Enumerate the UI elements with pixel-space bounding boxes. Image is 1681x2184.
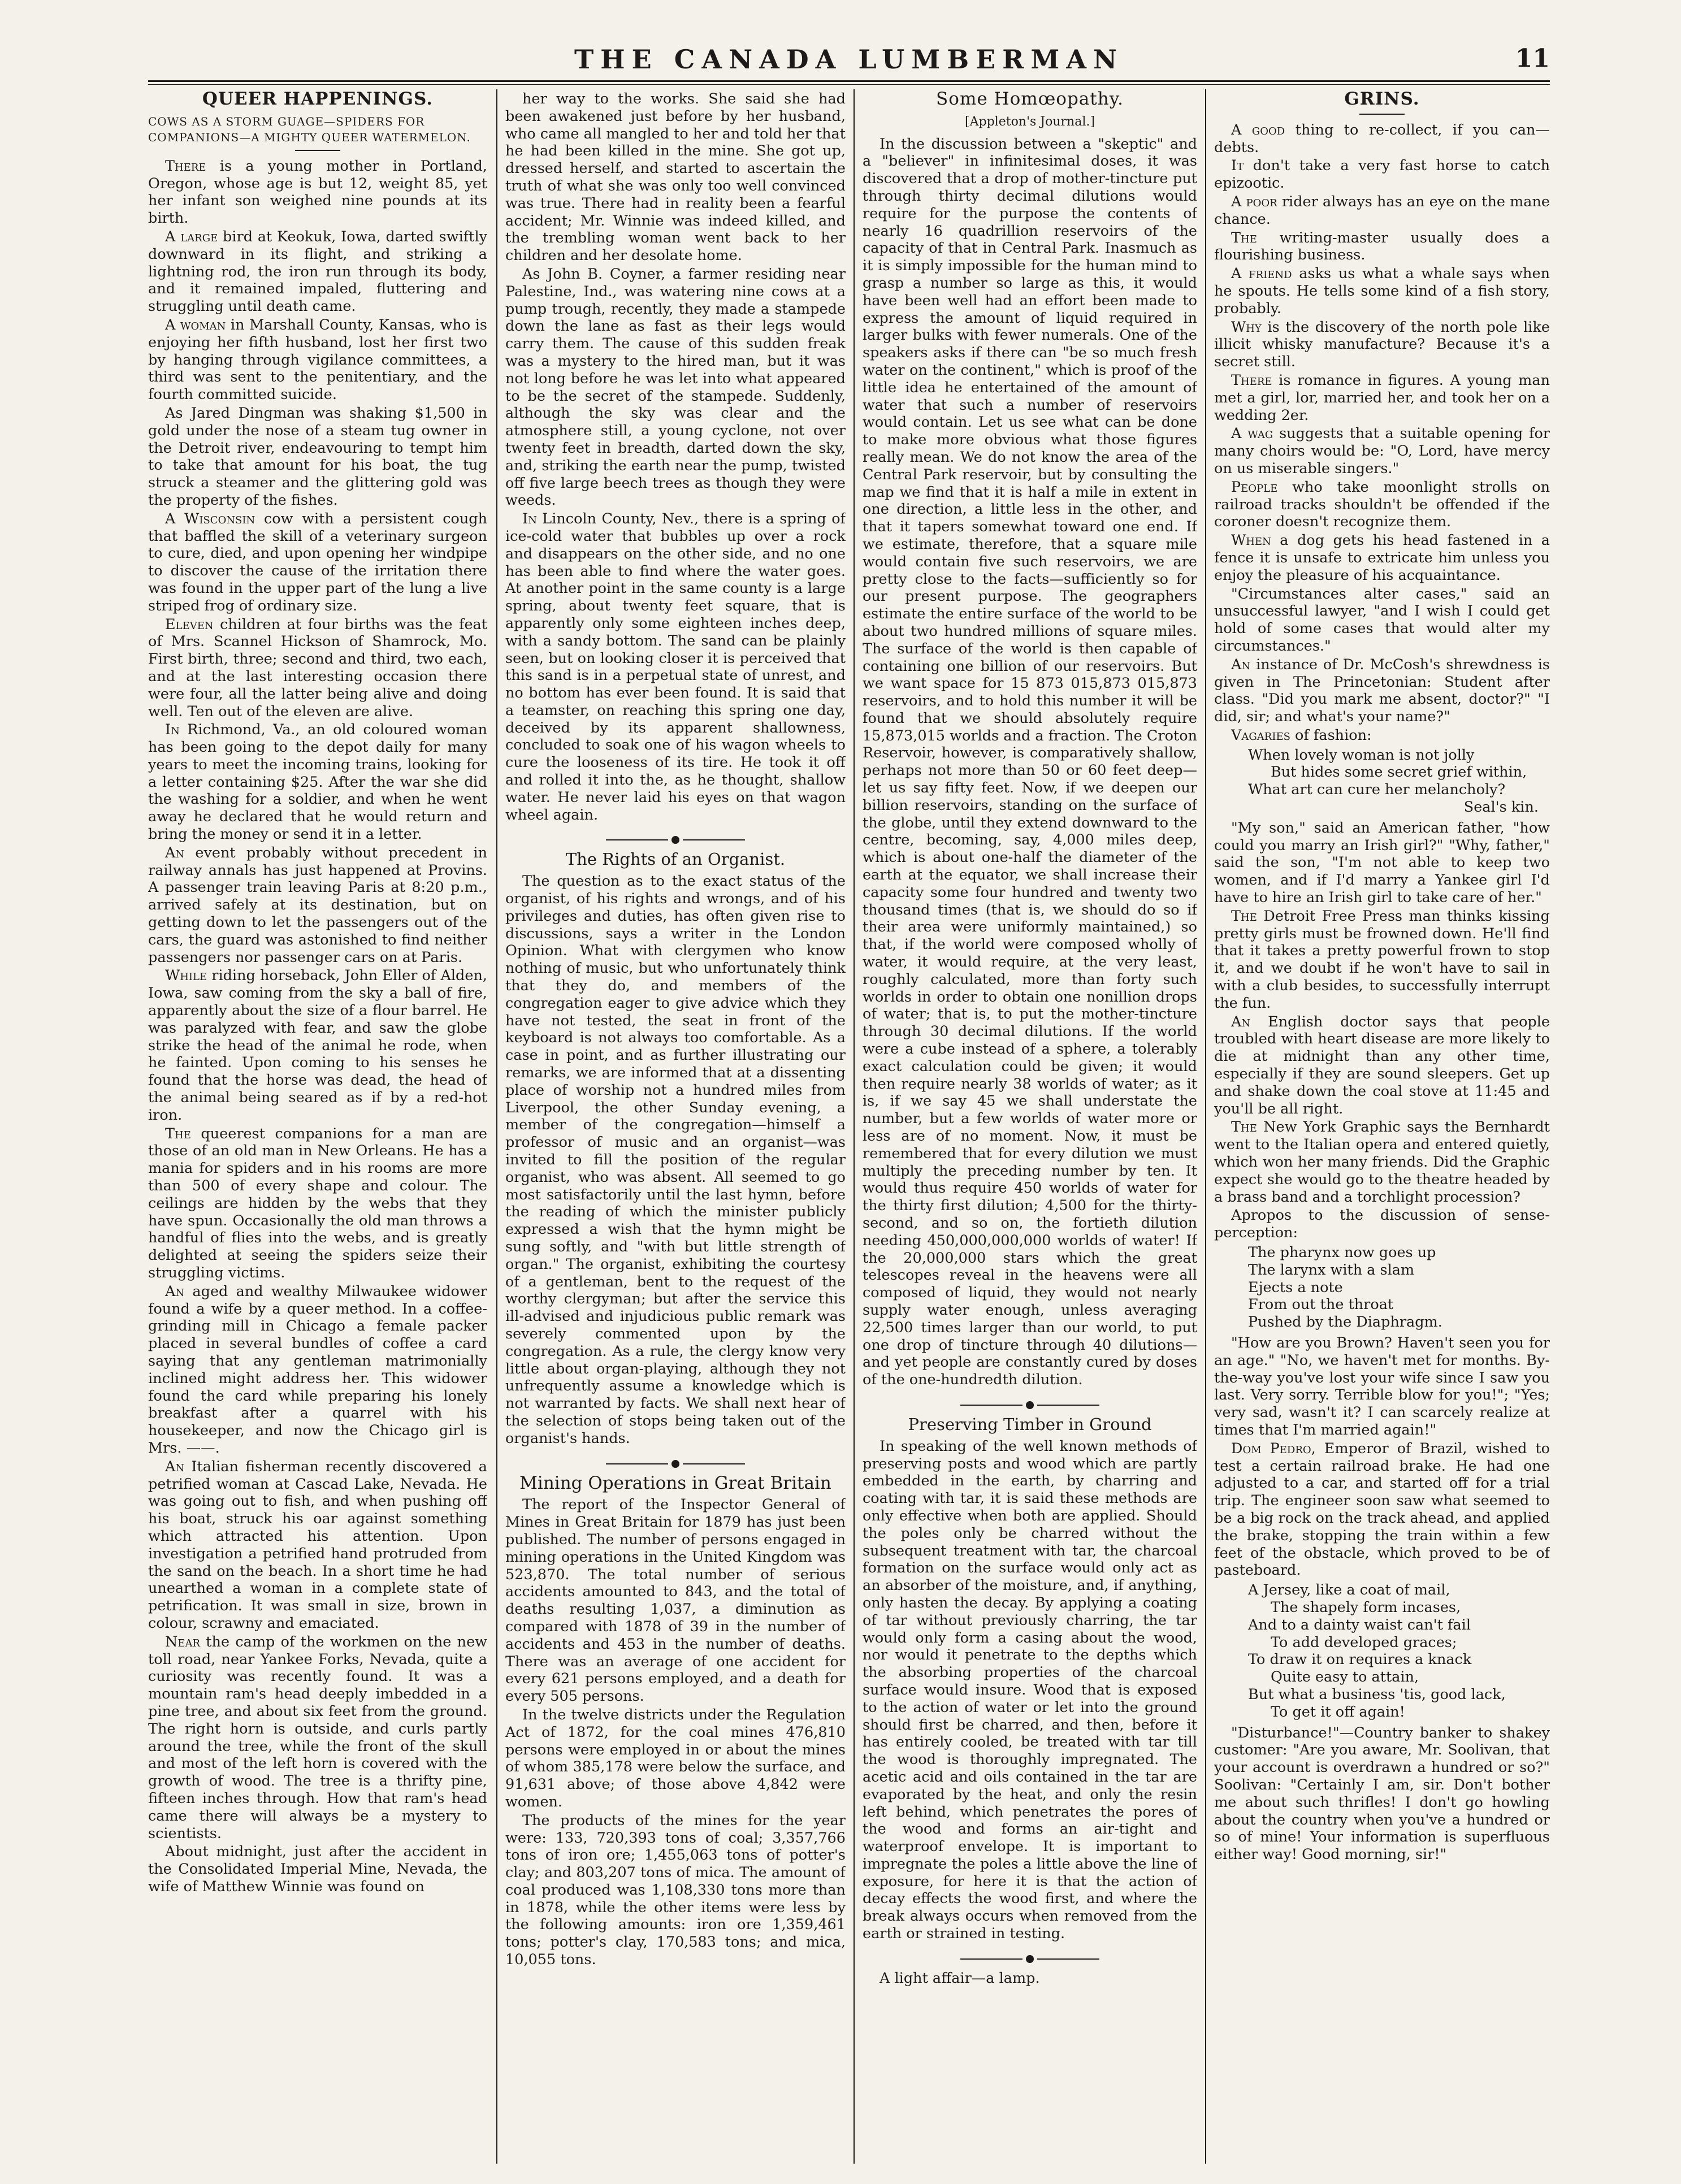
section-ornament [505, 1460, 846, 1468]
paragraph [1214, 157, 1550, 192]
paragraph-text: event probably without precedent in railway annals has just happened at Provins. A passenger train leaving Paris at 8:20 p.m., arrived safely at its destination, but on getting down to let the passengers out of the cars, the guard was astonished to find neither passengers nor passenger cars on at Paris. [148, 844, 487, 966]
paragraph-lead: The [1231, 907, 1257, 925]
paragraph [1214, 586, 1550, 655]
paragraph-lead: A Wisconsin [165, 510, 255, 527]
paragraph-text: suggests that a suitable opening for many choirs would be: "O, Lord, have mercy on us miserable singers." [1214, 425, 1550, 477]
verse-line: But hides some secret grief within, [1271, 764, 1527, 781]
paragraph-lead: An [165, 1282, 185, 1300]
column-2 [505, 90, 846, 2170]
paragraph-text: cow with a persistent cough that baffled the skill of a veterinary surgeon to cure, died, and upon opening her windpipe to discover the cause of the irritation there was found in the upper part of the lung a live striped frog of ordinary size. [148, 510, 487, 614]
paragraph [505, 266, 846, 509]
paragraph-text: As Jared Dingman was shaking $1,500 in gold under the nose of a steam tug owner in the Detroit river, endeavouring to tempt him to take that amount for his boat, the tug struck a steamer and the glittering gold was the property of the fishes. [148, 404, 487, 509]
paragraph [1214, 908, 1550, 1012]
paragraph-text: rider always has an eye on the mane chance. [1214, 193, 1550, 228]
column-rule-3 [1205, 89, 1206, 2164]
column-4 [1214, 90, 1550, 2170]
article-title-queer-happenings: QUEER HAPPENINGS. [202, 90, 434, 109]
paragraph [1214, 319, 1550, 371]
paragraph [1214, 372, 1550, 424]
verse-line: To add developed graces; [1271, 1633, 1457, 1651]
verse-line: Quite easy to attain, [1271, 1669, 1419, 1686]
section-ornament [863, 1955, 1197, 1963]
paragraph [1214, 1207, 1550, 1242]
verse-sense-perception [1248, 1244, 1550, 1331]
paragraph [148, 1633, 487, 1843]
paragraph-lead: While [165, 967, 207, 985]
paragraph-text: queerest companions for a man are those of an old man in New Orleans. He has a mania for spiders and in his rooms are more than 500 of every shape and colour. The ceilings are hidden by the webs that they have spun. Occasionally the old man throws a handful of flies into the webs, and is greatly delighted at seeing the spiders seize their struggling victims. [148, 1125, 487, 1281]
article-body [505, 1496, 846, 1969]
header-rule-thin [148, 84, 1550, 85]
paragraph [863, 136, 1197, 1389]
paragraph [148, 1458, 487, 1632]
verse-jersey [1248, 1581, 1550, 1721]
paragraph [148, 967, 487, 1124]
paragraph-lead: There [1231, 371, 1272, 389]
paragraph-text: English doctor says that people troubled with heart disease are more likely to die at midnight than any other time, especially if they are sound sleepers. Get up and shake down the coal stove at 11:45 and you'll be all right. [1214, 1013, 1550, 1117]
paragraph-text: Richmond, Va., an old coloured woman has been going to the depot daily for many years to meet the incoming trains, looking for a letter containing $25. After the war she did the washing for a soldier, and when he went away he declared that he would return and bring the money or send it in a letter. [148, 721, 487, 843]
paragraph [505, 873, 846, 1447]
paragraph-lead: An [1231, 656, 1251, 673]
paragraph-text: "Circumstances alter cases," said an unsuccessful lawyer, "and I wish I could get hold of some cases that would alter my circumstances." [1214, 585, 1550, 655]
paragraph [1214, 727, 1550, 744]
paragraph [1214, 479, 1550, 531]
article-title-rights-of-organist: The Rights of an Organist. [565, 850, 786, 869]
paragraph-text: a dog gets his head fastened in a fence it is unsafe to extricate him unless you enjoy the pleasure of his acquaintance. [1214, 532, 1550, 584]
paragraph-text: Emperor of Brazil, wished to test a certain railroad brake. He had one adjusted to a car, and started off for a trial trip. The engineer soon saw what seemed to be a big rock on the track ahead, and applied the brake, stopping the train within a few feet of the obstacle, which proved to be of pasteboard. [1214, 1440, 1550, 1579]
paragraph [148, 616, 487, 721]
column-3 [863, 90, 1197, 2170]
grins-items [1214, 1724, 1550, 1864]
paragraph-text: thing to re-collect, if you can—debts. [1214, 121, 1550, 156]
section-ornament [505, 836, 846, 844]
paragraph-lead: A friend [1231, 265, 1292, 283]
paragraph-text: Apropos to the discussion of sense-perception: [1214, 1207, 1550, 1242]
paragraph-lead: Near [165, 1633, 201, 1650]
paragraph-text: in Marshall County, Kansas, who is enjoying her fifth husband, lost her first two by hanging through vigilance committees, a third was sent to the penitentiary, and the fourth committed suicide. [148, 316, 487, 404]
paragraph-lead: Vagaries [1231, 726, 1290, 744]
paragraph-text: instance of Dr. McCosh's shrewdness is given in The Princetonian: Student after class. "Did you mark me absent, doctor?" "I did, sir; and what's your name?" [1214, 656, 1550, 726]
article-body [863, 1438, 1197, 1943]
closing-quip: A light affair—a lamp. [880, 1969, 1040, 1987]
paragraph-text: About midnight, just after the accident in the Consolidated Imperial Mine, Nevada, the wife of Matthew Winnie was found on [148, 1843, 487, 1895]
paragraph [148, 1125, 487, 1282]
newspaper-title: THE CANADA LUMBERMAN [574, 44, 1124, 75]
article-body [148, 158, 487, 1896]
paragraph [1214, 229, 1550, 265]
paragraph-text: asks us what a whale says when he spouts. He tells some kind of a fish story, probably. [1214, 265, 1550, 317]
article-source: [Appleton's Journal.] [965, 114, 1095, 129]
column-rule-2 [854, 89, 855, 2164]
paragraph-text: "Disturbance!"—Country banker to shakey customer: "Are you aware, Mr. Soolivan, that your account is overdrawn a hundred or so?" Soolivan: "Certainly I am, sir. Don't bother me about such thrifles! I don't go howling about the country when you've a hundred or so of mine! Your information is superfluous either way! Good morning, sir!" [1214, 1724, 1550, 1864]
article-title-homoeopathy: Some Homœopathy. [936, 90, 1124, 109]
paragraph-lead: An [165, 844, 185, 861]
paragraph-lead: The [1231, 229, 1257, 246]
article-title-preserving-timber: Preserving Timber in Ground [908, 1414, 1152, 1434]
paragraph-text: The report of the Inspector General of Mines in Great Britain for 1879 has just been published. The number of persons engaged in mining operations in the United Kingdom was 523,870. The total number of serious accidents amounted to 843, and the total of deaths resulting 1,037, a diminution as compared with 1878 of 39 in the number of accidents and 453 in the number of deaths. There was an average of one accident for every 621 persons employed, and a death for every 505 persons. [505, 1496, 846, 1705]
paragraph [1214, 820, 1550, 907]
paragraph [505, 1706, 846, 1811]
grins-items [1214, 1334, 1550, 1579]
paragraph-text: As John B. Coyner, a farmer residing near Palestine, Ind., was watering nine cows at a pump trough, recently, they made a stampede down the lane as fast as their legs would carry them. The cause of this sudden freak was a mystery to the hired man, but it was not long before he was let into what appeared to be the secret of the stampede. Suddenly, although the sky was clear and the atmosphere still, a young cyclone, not over twenty feet in breadth, darted down the sky, and, striking the earth near the pump, twisted off five large beech trees as though they were weeds. [505, 265, 846, 509]
paragraph [148, 721, 487, 843]
paragraph [1214, 265, 1550, 317]
paragraph-lead: A good [1231, 121, 1285, 138]
paragraph-text: don't take a very fast horse to catch epizootic. [1214, 157, 1550, 192]
paragraph-text: "How are you Brown? Haven't seen you for an age." "No, we haven't met for months. By-the-way you've lost your wife since I saw you last. Very sorry. Terrible blow for you!"; "Yes; very sad, wasn't it? I can scarcely realize at times that I'm married again!" [1214, 1334, 1550, 1438]
grins-items [1214, 122, 1550, 744]
column-rule-1 [496, 89, 497, 2164]
paragraph [505, 1496, 846, 1705]
verse-line: To draw it on requires a knack [1248, 1651, 1472, 1669]
paragraph-lead: Dom Pedro, [1231, 1440, 1316, 1457]
paragraph-text: New York Graphic says the Bernhardt went to the Italian opera and entered quietly, which won her many friends. Did the Graphic expect she would go to the theatre headed by a brass band and a torchlight procession? [1214, 1119, 1550, 1206]
verse-line: The larynx with a slam [1248, 1261, 1415, 1279]
paragraph-text: the camp of the workmen on the new toll road, near Yankee Forks, Nevada, quite a curiosity was recently found. It was a mountain ram's head deeply imbedded in a pine tree, and about six feet from the ground. The right horn is outside, and curls partly around the tree, while the front of the skull and most of the left horn is covered with the growth of wood. The tree is a thrifty pine, fifteen inches through. How that ram's head came there will always be a mystery to scientists. [148, 1633, 487, 1842]
masthead [148, 44, 1550, 78]
paragraph-text: "My son," said an American father, "how could you marry an Irish girl?" "Why, father," said the son, "I'm not able to keep two women, and if I'd marry a Yankee girl I'd have to hire an Irish girl to take care of her." [1214, 819, 1550, 907]
verse-line: Pushed by the Diaphragm. [1248, 1314, 1442, 1331]
verse-line: When lovely woman is not jolly [1248, 746, 1475, 764]
article-title-grins: GRINS. [1344, 90, 1420, 109]
column-1 [148, 90, 487, 2170]
verse-line: A Jersey, like a coat of mail, [1248, 1581, 1450, 1599]
paragraph [148, 844, 487, 967]
paragraph-lead: Why [1231, 318, 1262, 336]
paragraph [148, 228, 487, 315]
paragraph [863, 1438, 1197, 1943]
paragraph [148, 158, 487, 227]
paragraph-lead: An [165, 1458, 185, 1475]
paragraph-text: In speaking of the well known methods of preserving posts and wood which are partly embedded in the earth, by charring and coating with tar, it is said these methods are only effective when both are applied. Should the poles only be charred without the subsequent treatment with tar, the charcoal formation on the surface would only act as an absorber of the moisture, and, if anything, only hasten the decay. By applying a coating of tar without previously charring, the tar would only form a casing about the wood, nor would it penetrate to the depths which the absorbing properties of the charcoal surface would insure. Wood that is exposed to the action of water or let into the ground should first be charred, and then, before it has entirely cooled, be treated with tar till the wood is thoroughly impregnated. The acetic acid and oils contained in the tar are evaporated by the heat, and only the resin left behind, which penetrates the pores of the wood and forms an air-tight and waterproof envelope. It is important to impregnate the poles a little above the line of exposure, for here it is that the action of decay effects the wood first, and where the break always occurs when removed from the earth or strained in testing. [863, 1437, 1197, 1943]
paragraph-text: riding horseback, John Eller of Alden, Iowa, saw coming from the sky a ball of fire, apparently about the size of a flour barrel. He was paralyzed with fear, and saw the globe strike the head of the animal he rode, when he fainted. Upon coming to his senses he found that the horse was dead, the head of the animal being seared as if by a red-hot iron. [148, 967, 487, 1124]
paragraph-text: is the discovery of the north pole like illicit whisky manufacture? Because it's a secret still. [1214, 318, 1550, 371]
article-deck: COWS AS A STORM GUAGE—SPIDERS FOR COMPANIONS—A MIGHTY QUEER WATERMELON. [148, 114, 471, 144]
paragraph-lead: People [1231, 478, 1278, 496]
paragraph-lead: There [165, 157, 206, 175]
paragraph-text: her way to the works. She said she had been awakened just before by her husband, who came all mangled to her and told her that he had been killed in the mine. She got up, dressed herself, and started to ascertain the truth of what she was only too well convinced was true. There had in reality been a fearful accident; Mr. Winnie was indeed killed, and the trembling woman went back to her children and her desolate home. [505, 90, 846, 265]
page-number: 11 [1515, 44, 1550, 73]
verse-line: From out the throat [1248, 1296, 1394, 1314]
paragraph [1214, 656, 1550, 726]
paragraph-lead: In [522, 510, 537, 528]
paragraph [1214, 425, 1550, 477]
verse-line: The pharynx now goes up [1248, 1244, 1436, 1261]
article-title-mining-operations: Mining Operations in Great Britain [519, 1472, 831, 1493]
paragraph-text: children at four births was the feat of Mrs. Scannel Hickson of Shamrock, Mo. First birth, three; second and third, two each, and at the last interesting occasion there were four, all the latter being alive and doing well. Ten out of the eleven are alive. [148, 616, 487, 720]
paragraph [1214, 1119, 1550, 1206]
paragraph-lead: A poor [1231, 193, 1277, 210]
article-body-continued [505, 90, 846, 824]
paragraph-lead: A woman [165, 316, 226, 333]
paragraph-lead: A large [165, 228, 218, 245]
paragraph [505, 510, 846, 824]
paragraph-lead: A wag [1231, 425, 1273, 443]
paragraph [1214, 532, 1550, 584]
short-rule [1359, 114, 1405, 115]
paragraph [1214, 1013, 1550, 1118]
article-body [505, 873, 846, 1447]
paragraph-text: Italian fisherman recently discovered a petrified woman at Cascad Lake, Nevada. He was going out to fish, and when pushing off his boat, struck his oar against something which attracted his attention. Upon investigation a petrified hand protruded from the sand on the beach. In a short time he had unearthed a woman in a complete state of petrification. It was small in size, brown in colour, scrawny and emaciated. [148, 1458, 487, 1632]
paragraph [505, 90, 846, 265]
paragraph [1214, 1440, 1550, 1579]
paragraph-text: writing-master usually does a flourishing business. [1214, 229, 1550, 264]
paragraph-text: of fashion: [1290, 726, 1372, 744]
paragraph-text: The question as to the exact status of the organist, of his rights and wrongs, and of his privileges and duties, has often given rise to discussions, says a writer in the London Opinion. What with clergymen who know nothing of music, but who unfortunately think that they do, and members of the congregation eager to give advice which they have not tested, the seat in front of the keyboard is not always too comfortable. As a case in point, and as further illustrating our remarks, we are informed that at a dissenting place of worship not a hundred miles from Liverpool, the other Sunday evening, a member of the congregation—himself a professor of music and an organist—was invited to fill the position of the regular organist, who was absent. All seemed to go most satisfactorily until the last hymn, before the reading of which the minister publicly expressed a wish that the hymn might be sung softly, and "with but little strength of organ." The organist, exhibiting the courtesy of a gentleman, bent to the request of the worthy clergyman; but after the service this ill-advised and injudicious public remark was severely commented upon by the congregation. As a rule, the clergy know very little about organ-playing, although they not unfrequently assume a knowledge which is not warranted by facts. We shall next hear of the selection of stops being taken out of the organist's hands. [505, 873, 846, 1447]
paragraph-text: bird at Keokuk, Iowa, darted swiftly downward in its flight, and striking a lightning rod, the iron run through its body, and it remained impaled, fluttering and struggling until death came. [148, 228, 487, 315]
article-body [863, 136, 1197, 1389]
paragraph-lead: It [1231, 157, 1244, 175]
paragraph [505, 1812, 846, 1969]
paragraph [148, 1283, 487, 1457]
paragraph [148, 510, 487, 615]
paragraph [1214, 122, 1550, 157]
verse-line: The shapely form incases, [1271, 1598, 1461, 1616]
paragraph-text: Detroit Free Press man thinks kissing pretty girls must be frowned down. He'll find that it takes a pretty powerful frown to stop it, and we doubt if he won't have to sail in with a club besides, to successfully interrupt the fun. [1214, 907, 1550, 1012]
paragraph-lead: In [165, 721, 180, 739]
paragraph [1214, 193, 1550, 228]
paragraph-text: In the twelve districts under the Regulation Act of 1872, for the coal mines 476,810 persons were employed in or about the mines of whom 385,178 were below the surface, and 91,631 above; of those above 4,842 were women. [505, 1706, 846, 1810]
paragraph-text: The products of the mines for the year were: 133, 720,393 tons of coal; 3,357,766 tons of iron ore; 1,455,063 tons of potter's clay; and 803,207 tons of mica. The amount of coal produced was 1,108,330 tons more than in 1878, while the other items were less by the following amounts: iron ore 1,359,461 tons; potter's clay, 170,583 tons; and mica, 10,055 tons. [505, 1812, 846, 1969]
verse-line: Ejects a note [1248, 1279, 1343, 1296]
section-ornament [863, 1401, 1197, 1409]
paragraph-text: who take moonlight strolls on railroad tracks shouldn't be offended if the coroner doesn't recognize them. [1214, 478, 1550, 531]
verse-line: Seal's kin. [1463, 799, 1539, 816]
paragraph [148, 317, 487, 404]
paragraph [148, 405, 487, 509]
paragraph-lead: The [165, 1125, 191, 1142]
paragraph [1214, 1724, 1550, 1864]
paragraph [1214, 1334, 1550, 1439]
short-rule [295, 150, 340, 151]
verse-line: But what a business 'tis, good lack, [1248, 1685, 1506, 1703]
paragraph-lead: When [1231, 532, 1271, 549]
paragraph-text: Lincoln County, Nev., there is a spring of ice-cold water that bubbles up over a rock and disappears on the other side, and no one has been able to find where the water goes. At another point in the same county is a large spring, about twenty feet square, that is apparently only some eighteen inches deep, with a sandy bottom. The sand can be plainly seen, but on looking closer it is perceived that this sand is in a perpetual state of unrest, and no bottom has ever been found. It is said that a teamster, on reaching this spring one day, deceived by its apparent shallowness, concluded to soak one of his wagon wheels to cure the looseness of its tire. He took it off and rolled it into the, as he thought, shallow water. He never laid his eyes on that wagon wheel again. [505, 510, 846, 824]
paragraph-text: is romance in figures. A young man met a girl, lor, married her, and took her on a wedding 2er. [1214, 371, 1550, 424]
header-rule [148, 80, 1550, 82]
paragraph-lead: Eleven [165, 616, 214, 633]
paragraph-lead: An [1231, 1013, 1251, 1030]
verse-line: To get it off again! [1271, 1703, 1405, 1721]
verse-line: What art can cure her melancholy? [1248, 781, 1506, 799]
paragraph-text: aged and wealthy Milwaukee widower found a wife by a queer method. In a coffee-grinding mill in Chicago a female packer placed in several bundles of coffee a card saying that any gentleman matrimonially inclined might address her. This widower found the card while preparing his lonely breakfast after a quarrel with his housekeeper, and now the Chicago girl is Mrs. ——. [148, 1282, 487, 1457]
verse-vagaries [1248, 747, 1550, 816]
paragraph-lead: The [1231, 1119, 1257, 1136]
paragraph-text: In the discussion between a "skeptic" and a "believer" in infinitesimal doses, it was discovered that a drop of mother-tincture put through thirty decimal dilutions would require for the purpose the contents of nearly 16 quadrillion reservoirs of the capacity of that in Central Park. Inasmuch as it is simply impossible for the human mind to grasp a number so large as this, it would have been well had an effort been made to express the amount of liquid required in larger bulks with fewer numerals. One of the speakers asks if there can "be so much fresh water on the continent," which is proof of the little idea he entertained of the amount of water that such a number of reservoirs would contain. Let us see what can be done to make more obvious what those figures really mean. We do not know the area of the Central Park reservoir, but by consulting the map we find that it is half a mile in extent in one direction, a little less in the other, and that it tapers somewhat toward one end. If we estimate, therefore, that a square mile would contain five such reservoirs, we are pretty close to the facts—sufficiently so for our present purpose. The geographers estimate the entire surface of the world to be about two hundred millions of square miles. The surface of the world is then capable of containing one billion of our reservoirs. But we want space for 15 873 015,873 015,873 reservoirs, and to hold this number it will be found that we should absolutely require 15,873,015 worlds and a fraction. The Croton Reservoir, however, is comparatively shallow, perhaps not more than 50 or 60 feet deep—let us say fifty feet. Now, if we deepen our billion reservoirs, standing on the surface of the globe, until they extend downward to the centre, becoming, say, 4,000 miles deep, which is about one-half the diameter of the earth at the equator, we shall increase their capacity some four hundred and twenty two thousand times (that is, we should do so if their area were uniformly maintained,) so that, if the world were composed wholly of water, it would require, at the very least, roughly calculated, more than forty such worlds in order to obtain one nonillion drops of water; that is, to put the mother-tincture through 30 decimal dilutions. If the world were a cube instead of a sphere, a tolerably exact calculation could be given; it would then require nearly 38 worlds of water; as it is, if we say 45 we shall understate the number, but a few worlds of water more or less are of no moment. Now, it must be remembered that for every dilution we must multiply the preceding number by ten. It would thus require 450 worlds of water for the thirty first dilution; 4,500 for the thirty-second, and so on, the fortieth dilution needing 450,000,000,000 worlds of water! If the 20,000,000 stars which the great telescopes reveal in the heavens were all composed of liquid, they would not nearly supply water enough, unless averaging 22,500 times larger than our world, to put one drop of tincture through 40 dilutions—and yet people are constantly cured by doses of the one-hundredth dilution. [863, 135, 1197, 1389]
verse-line: And to a dainty waist can't fail [1248, 1616, 1471, 1633]
paragraph [148, 1843, 487, 1895]
grins-items [1214, 820, 1550, 1242]
paragraph-text: is a young mother in Portland, Oregon, whose age is but 12, weight 85, yet her infant son weighed nine pounds at its birth. [148, 157, 487, 227]
